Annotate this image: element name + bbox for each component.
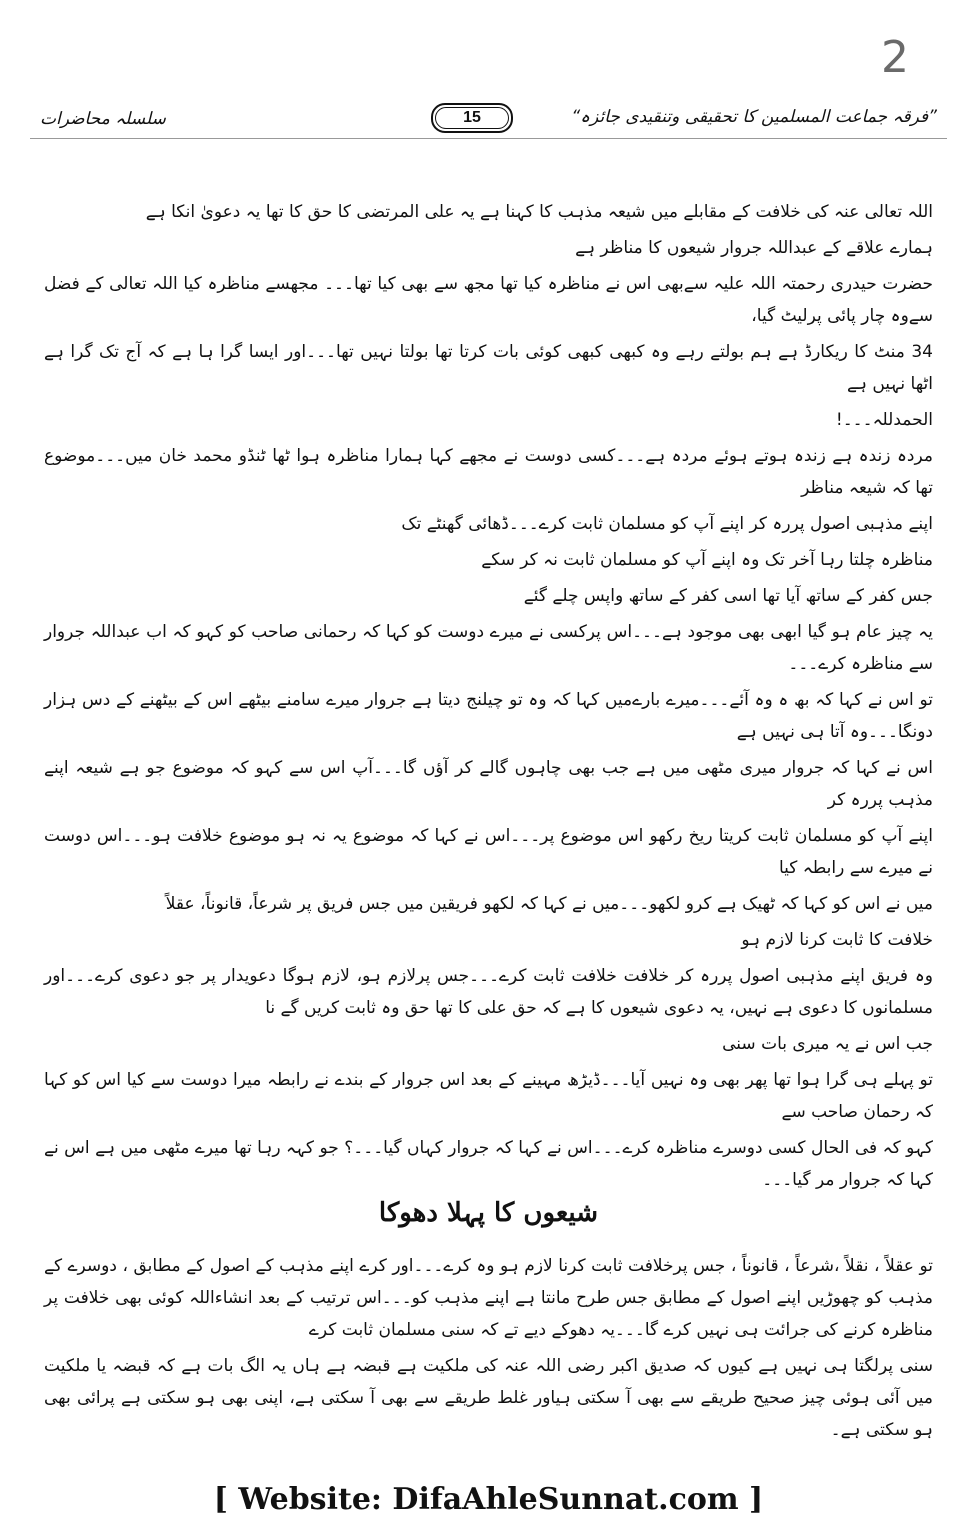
paragraph: جب اس نے یہ میری بات سنی xyxy=(722,1034,933,1054)
paragraph: تو عقلاً ، نقلاً ،شرعاً ، قانوناً ، جس پرخلافت ثابت کرنا لازم ہو وہ کرے۔۔۔اور کرے اپنے مذہب کے اصول کے مطابق ، دوسرے کے مذہب کو چھوڑیں اپنے اصول کے مطابق جس طرح مانتا ہے اپنے مذہب کو۔۔۔اس ترتیب کے بعد انشاءاللہ کوئی بھی خلافت پر مناظرہ کرنے کی جرائت ہی نہیں کرے گا۔۔۔یہ دھوکے دیے تے کہ سنی مسلمان ثابت کرے xyxy=(44,1256,933,1340)
paragraph: اللہ تعالی عنہ کی خلافت کے مقابلے میں شیعہ مذہب کا کہنا ہے یہ علی المرتضی کا حق کا تھا یہ دعویٰ انکا ہے xyxy=(145,202,933,222)
paragraph: یہ چیز عام ہو گیا ابھی بھی موجود ہے۔۔۔اس پرکسی نے میرے دوست کو کہا کہ رحمانی صاحب کو کہو کہ اب عبداللہ جروار سے مناظرہ کرے۔۔۔ xyxy=(44,622,933,674)
paragraph: 34 منٹ کا ریکارڈ ہے ہم بولتے رہے وہ کبھی کبھی کوئی بات کرتا تھا بولتا نہیں تھا۔۔۔اور ایسا گرا ہا ہے کہ آج تک گرا ہے اٹھا نہیں ہے xyxy=(44,342,933,394)
section-heading: شیعوں کا پہلا دھوکا xyxy=(378,1198,599,1228)
header-divider xyxy=(30,138,947,139)
paragraph: اس نے کہا کہ جروار میری مٹھی میں ہے جب بھی چاہوں گالے کر آؤں گا۔۔۔آپ اس سے کہو کہ موضوع جو ہے شیعہ اپنے مذہب پررہ کر xyxy=(44,758,933,810)
paragraph: ہمارے علاقے کے عبداللہ جروار شیعوں کا مناظر ہے xyxy=(575,238,933,258)
paragraph: مردہ زندہ ہے زندہ ہوتے ہوئے مردہ ہے۔۔۔کسی دوست نے مجھے کہا ہمارا مناظرہ ہوا ٹھا ٹنڈو محمد خان میں۔۔۔موضوع تھا کہ شیعہ مناظر xyxy=(44,446,933,498)
paragraph: کہو کہ فی الحال کسی دوسرے مناظرہ کرے۔۔۔اس نے کہا کہ جروار کہاں گیا۔۔۔؟ جو کہہ رہا تھا میرے مٹھی میں ہے اس نے کہا کہ جروار مر گیا۔۔۔ xyxy=(44,1138,933,1190)
paragraph: الحمدللہ۔۔۔! xyxy=(835,410,933,430)
paragraph: حضرت حیدری رحمتہ اللہ علیہ سےبھی اس نے مناظرہ کیا تھا مجھ سے بھی کیا تھا۔۔۔ مجھسے مناظرہ کیا اللہ تعالی کے فضل سےوہ چار پائی پرلیٹ گیا، xyxy=(44,274,933,326)
page-number-badge xyxy=(431,103,513,133)
paragraph: خلافت کا ثابت کرنا لازم ہو xyxy=(741,930,933,950)
paragraph: اپنے آپ کو مسلمان ثابت کریتا ریخ رکھو اس موضوع پر۔۔۔اس نے کہا کہ موضوع یہ نہ ہو موضوع خلافت ہو۔۔۔اس دوست نے میرے سے رابطہ کیا xyxy=(44,826,933,878)
paragraph: وہ فریق اپنے مذہبی اصول پررہ کر خلافت خلافت ثابت کرے۔۔۔جس پرلازم ہو، لازم ہوگا دعویدار پر جو دعوی کرے۔۔۔اور مسلمانوں کا دعوی ہے نہیں، یہ دعوی شیعوں کا ہے کہ حق علی کا تھا حق وہ ثابت کریں گے نا xyxy=(44,966,933,1018)
section-text xyxy=(44,1250,933,1450)
header-series-title: سلسلہ محاضرات xyxy=(40,109,166,129)
paragraph: مناظرہ چلتا رہا آخر تک وہ اپنے آپ کو مسلمان ثابت نہ کر سکے xyxy=(481,550,933,570)
page-number: 15 xyxy=(463,109,481,126)
website-footer: [ Website: DifaAhleSunnat.com ] xyxy=(213,1482,764,1517)
paragraph: سنی پرلگتا ہی نہیں ہے کیوں کہ صدیق اکبر رضی اللہ عنہ کی ملکیت ہے قبضہ ہے ہاں یہ الگ بات ہے کہ قبضہ یا ملکیت میں آئی ہوئی چیز صحیح طریقے سے بھی آ سکتی ہیاور غلط طریقے سے بھی آ سکتی ہے، اپنی بھی ہو سکتی ہے پرائی بھی ہو سکتی ہے۔ xyxy=(44,1356,933,1440)
paragraph: اپنے مذہبی اصول پررہ کر اپنے آپ کو مسلمان ثابت کرے۔۔۔ڈھائی گھنٹے تک xyxy=(401,514,933,534)
paragraph: تو پہلے ہی گرا ہوا تھا پھر بھی وہ نہیں آیا۔۔۔ڈیڑھ مہینے کے بعد اس جروار کے بندے نے رابطہ میرا دوست سے کیا اس کو کہا کہ رحمان صاحب سے xyxy=(44,1070,933,1122)
corner-page-number: 2 xyxy=(881,32,909,83)
header-book-title: ”فرقہ جماعت المسلمین کا تحقیقی وتنقیدی جائزہ“ xyxy=(571,107,937,127)
paragraph: میں نے اس کو کہا کہ ٹھیک ہے کرو لکھو۔۔۔میں نے کہا کہ لکھو فریقین میں جس فریق پر شرعاً، قانوناً، عقلاً xyxy=(165,894,933,914)
main-text xyxy=(44,196,933,1200)
paragraph: تو اس نے کہا کہ بھ ہ وہ آئے۔۔۔میرے بارےمیں کہا کہ وہ تو چیلنج دیتا ہے جروار میرے سامنے بیٹھے اس کے بیٹھنے کے دس ہزار دونگا۔۔۔وہ آتا ہی نہیں ہے xyxy=(44,690,933,742)
paragraph: جس کفر کے ساتھ آیا تھا اسی کفر کے ساتھ واپس چلے گئے xyxy=(523,586,933,606)
